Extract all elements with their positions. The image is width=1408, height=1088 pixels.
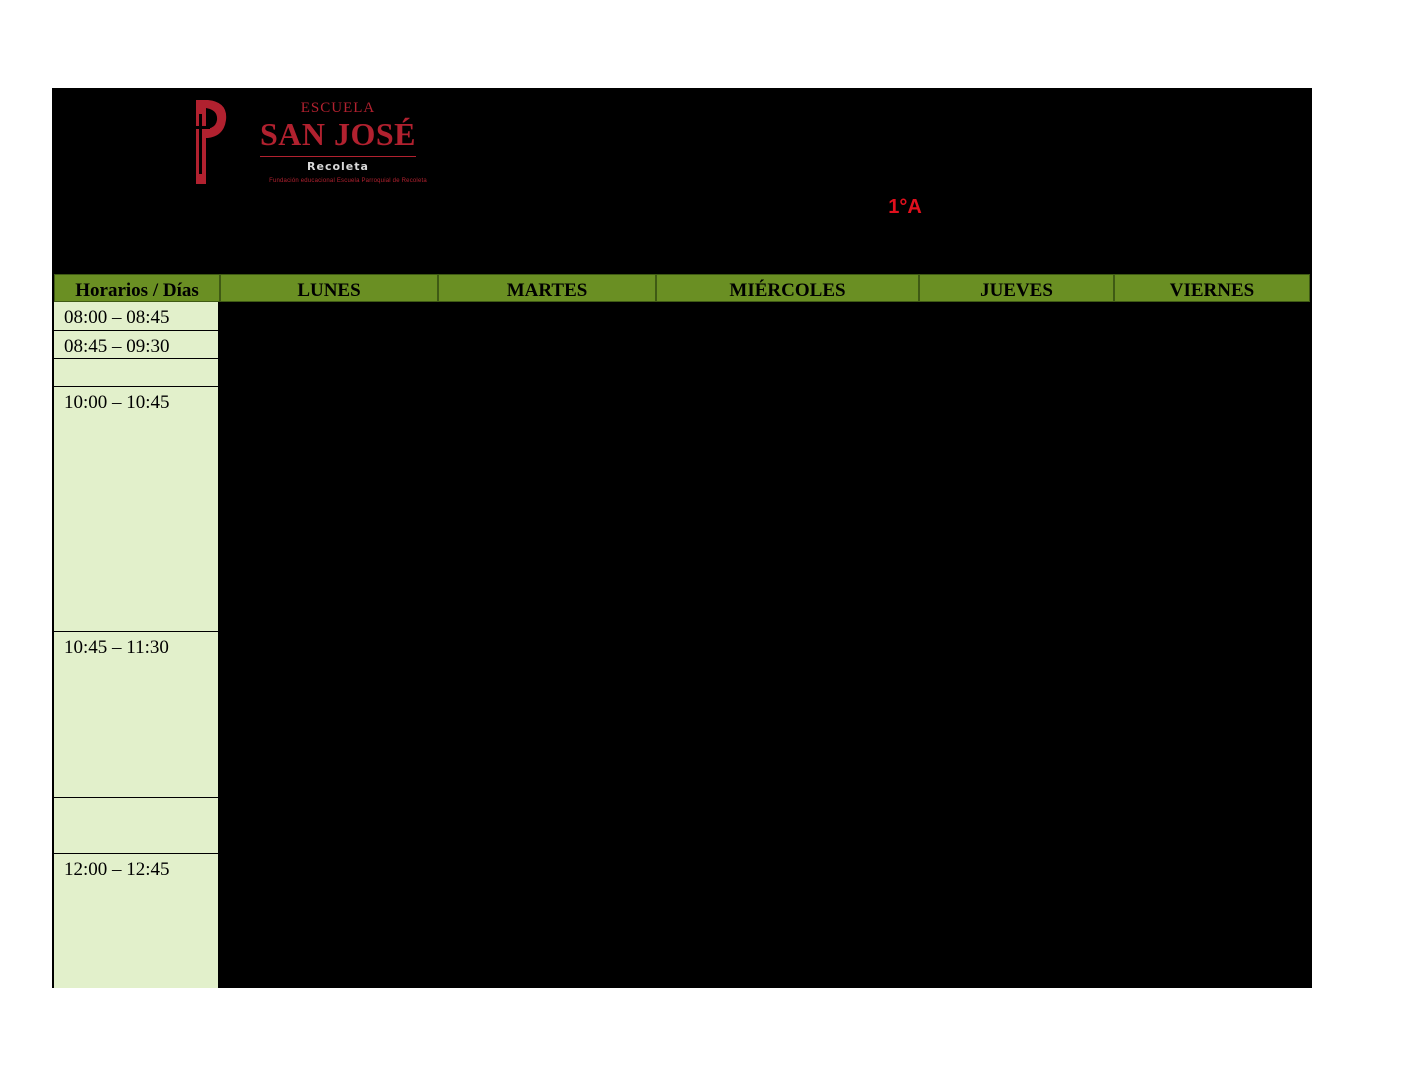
time-slot-cell: 10:00 – 10:45 — [54, 387, 218, 632]
header-day-tuesday: MARTES — [438, 274, 656, 302]
header-day-wednesday: MIÉRCOLES — [656, 274, 919, 302]
time-slot-cell-empty — [54, 798, 218, 854]
school-name: SAN JOSÉ — [259, 116, 417, 152]
time-slot-cell: 10:45 – 11:30 — [54, 632, 218, 798]
school-subtitle: Recoleta — [307, 160, 369, 173]
time-slot-cell: 12:00 – 12:45 — [54, 854, 218, 988]
school-top-label: ESCUELA — [300, 100, 376, 116]
school-logo — [188, 94, 468, 190]
header-corner-cell: Horarios / Días — [54, 274, 220, 302]
grade-label: 1°A — [888, 196, 922, 218]
time-slot-cell: 08:45 – 09:30 — [54, 331, 218, 359]
time-slot-cell: 08:00 – 08:45 — [54, 302, 218, 331]
logo-divider — [260, 156, 416, 157]
header-day-friday: VIERNES — [1114, 274, 1310, 302]
school-footer-text: Fundación educacional Escuela Parroquial de Recoleta — [269, 178, 427, 184]
header-day-thursday: JUEVES — [919, 274, 1114, 302]
cross-p-logo-icon — [188, 96, 232, 188]
table-header-row — [52, 274, 1310, 302]
schedule-sheet — [52, 88, 1312, 988]
time-slot-cell-empty — [54, 359, 218, 387]
header-day-monday: LUNES — [220, 274, 438, 302]
